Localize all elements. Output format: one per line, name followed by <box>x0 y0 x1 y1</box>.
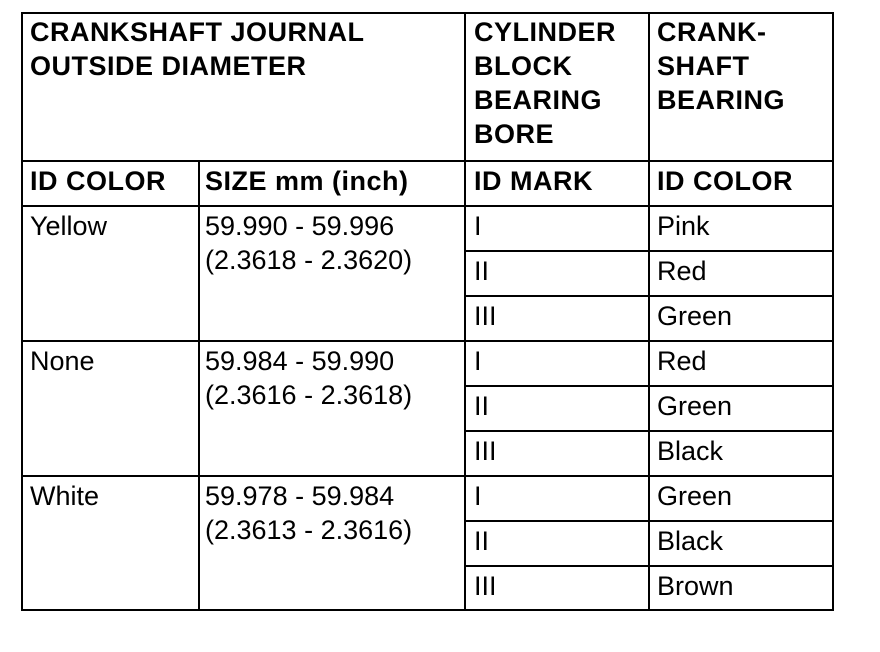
header-line: BEARING <box>474 85 603 115</box>
journal-id-color: None <box>30 346 95 376</box>
crankshaft-bearing-table <box>21 12 834 612</box>
header-cylinder-block-bore <box>474 15 616 151</box>
header-line: SHAFT <box>657 51 750 81</box>
header-line: BORE <box>474 119 555 149</box>
journal-size <box>205 344 412 412</box>
table-border-top <box>21 12 834 14</box>
size-inch: (2.3618 - 2.3620) <box>205 245 413 275</box>
bearing-id-color: Green <box>657 301 733 331</box>
row-divider-inner <box>464 565 834 567</box>
bearing-id-color: Brown <box>657 571 734 601</box>
row-divider-inner <box>464 520 834 522</box>
bearing-id-color: Green <box>657 481 733 511</box>
subheader-id-mark: ID MARK <box>474 166 593 196</box>
journal-size <box>205 209 412 277</box>
row-divider-header <box>21 160 834 162</box>
row-divider-subheader <box>21 205 834 207</box>
header-line: CRANK- <box>657 17 767 47</box>
bore-id-mark: I <box>474 481 482 511</box>
subheader-bearing-id-color: ID COLOR <box>657 166 793 196</box>
journal-size <box>205 479 412 547</box>
table-border-left <box>21 12 23 611</box>
bearing-id-color: Pink <box>657 211 710 241</box>
table-border-bottom <box>21 609 834 611</box>
size-mm: 59.984 - 59.990 <box>205 346 395 376</box>
subheader-size: SIZE mm (inch) <box>205 166 409 196</box>
size-inch: (2.3616 - 2.3618) <box>205 380 413 410</box>
bore-id-mark: I <box>474 346 482 376</box>
row-divider-inner <box>464 385 834 387</box>
header-line: OUTSIDE DIAMETER <box>30 51 307 81</box>
bore-id-mark: III <box>474 301 497 331</box>
row-divider-inner <box>464 250 834 252</box>
header-line: CYLINDER <box>474 17 617 47</box>
bearing-id-color: Black <box>657 436 724 466</box>
bore-id-mark: III <box>474 571 497 601</box>
header-line: CRANKSHAFT JOURNAL <box>30 17 365 47</box>
subheader-id-color: ID COLOR <box>30 166 166 196</box>
journal-id-color: White <box>30 481 100 511</box>
row-divider-group2 <box>21 475 834 477</box>
bore-id-mark: II <box>474 256 490 286</box>
size-mm: 59.978 - 59.984 <box>205 481 395 511</box>
header-line: BLOCK <box>474 51 573 81</box>
journal-id-color: Yellow <box>30 211 108 241</box>
header-journal-od <box>30 15 365 83</box>
row-divider-group1 <box>21 340 834 342</box>
bearing-id-color: Green <box>657 391 733 421</box>
size-inch: (2.3613 - 2.3616) <box>205 515 413 545</box>
size-mm: 59.990 - 59.996 <box>205 211 395 241</box>
row-divider-inner <box>464 295 834 297</box>
bearing-id-color: Red <box>657 256 707 286</box>
bore-id-mark: II <box>474 526 490 556</box>
bore-id-mark: III <box>474 436 497 466</box>
row-divider-inner <box>464 430 834 432</box>
column-divider-size <box>198 160 200 611</box>
bore-id-mark: I <box>474 211 482 241</box>
header-crankshaft-bearing <box>657 15 785 117</box>
bearing-id-color: Black <box>657 526 724 556</box>
bore-id-mark: II <box>474 391 490 421</box>
header-line: BEARING <box>657 85 786 115</box>
bearing-id-color: Red <box>657 346 707 376</box>
